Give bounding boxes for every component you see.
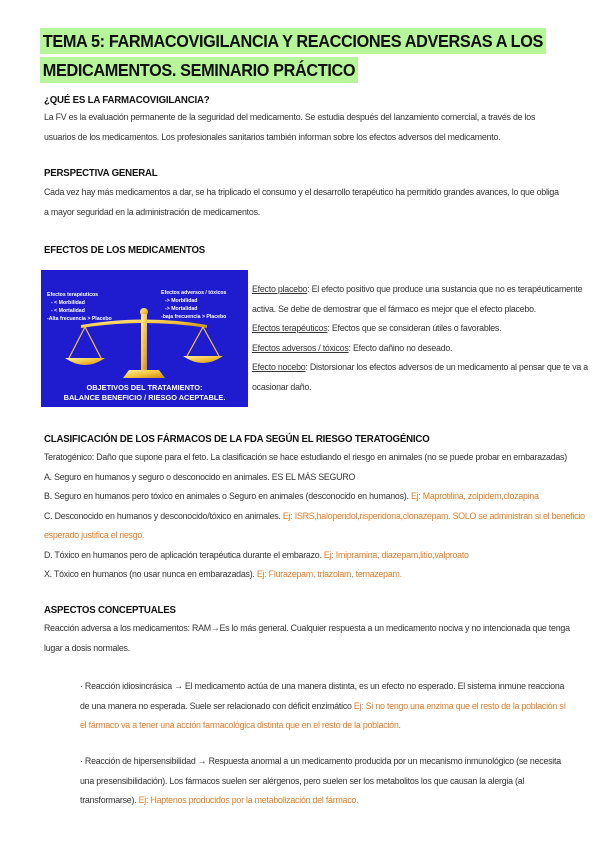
- image-caption-line-1: OBJETIVOS DEL TRATAMIENTO:: [86, 383, 203, 392]
- image-left-item: - < Mortalidad: [51, 308, 85, 314]
- section-heading-perspectiva: PERSPECTIVA GENERAL: [44, 167, 158, 179]
- clasificacion-x-example: Ej: Flurazepam, triazolam, temazepam.: [256, 569, 402, 580]
- image-left-item: - < Morbilidad: [51, 300, 85, 306]
- clasificacion-list: [44, 448, 591, 585]
- clasificacion-b-text: B. Seguro en humanos pero tóxico en animales o Seguro en animales (desconocido en humanos).: [44, 491, 411, 502]
- efecto-term: Efectos terapéuticos: [252, 323, 328, 334]
- efecto-term: Efecto placebo: [252, 284, 308, 295]
- image-left-title: Efectos terapéuticos: [47, 292, 99, 298]
- document-title: [40, 28, 570, 86]
- section-text-farmacovigilancia: La FV es la evaluación permanente de la seguridad del medicamento. Se estudia después del lanzamiento comercial, a través de los usuarios de los medicamentos. Los profesionales sanitarios también informan sobre los efectos adversos del medicamento.: [44, 112, 536, 143]
- aspectos-bullet-idiosincrasica: [80, 677, 569, 736]
- clasificacion-c-text: C. Desconocido en humanos y desconocido/tóxico en animales.: [44, 510, 283, 522]
- efecto-term: Efecto nocebo: [252, 362, 306, 373]
- efecto-item-adversos: [252, 339, 591, 359]
- efecto-term: Efectos adversos / tóxicos: [252, 342, 349, 354]
- efecto-text: : Efecto dañino no deseado.: [348, 342, 453, 354]
- image-right-item: -baja frecuencia > Placebo: [161, 314, 227, 320]
- clasificacion-x-text: X. Tóxico en humanos (no usar nunca en embarazadas).: [44, 569, 257, 580]
- balance-image: [41, 270, 248, 407]
- bullet-example: Ej: Si no tengo una enzima que el resto de la población sí el fármaco va a tener una acción farmacológica distinta que en el resto de la población.: [80, 700, 566, 731]
- clasificacion-b: [44, 487, 591, 507]
- clasificacion-intro: Teratogénico: Daño que supone para el feto. La clasificación se hace estudiando el riesgo en animales (no se puede probar en embarazadas): [44, 452, 567, 463]
- clasificacion-c-example: Ej: ISRS,haloperidol,risperidona,clonazepam. SOLO se administran si el beneficio esperado justifica el riesgo.: [44, 510, 585, 541]
- clasificacion-d-text: D. Tóxico en humanos pero de aplicación terapéutica durante el embarazo.: [44, 549, 324, 561]
- clasificacion-x: [44, 565, 591, 585]
- section-text-perspectiva: Cada vez hay más medicamentos a dar, se ha triplicado el consumo y el desarrollo terapéutico ha permitido grandes avances, lo que obliga a mayor seguridad en la administración de medicamentos.: [44, 187, 559, 218]
- efecto-text: : Distorsionar los efectos adversos de un medicamento al pensar que te va a ocasionar daño.: [252, 362, 588, 393]
- section-heading-farmacovigilancia: ¿QUÉ ES LA FARMACOVIGILANCIA?: [44, 94, 210, 106]
- title-line-1: TEMA 5: FARMACOVIGILANCIA Y REACCIONES ADVERSAS A LOS: [40, 28, 546, 54]
- efecto-item-terapeuticos: [252, 319, 591, 339]
- clasificacion-c: [44, 507, 591, 546]
- aspectos-bullet-hipersensibilidad: [80, 752, 569, 811]
- efecto-item-placebo: [252, 280, 591, 319]
- aspectos-intro: Reacción adversa a los medicamentos: RAM→Es lo más general. Cualquier respuesta a un medicamento nociva y no intencionada que tenga lugar a dosis normales.: [44, 623, 570, 654]
- clasificacion-d: [44, 546, 591, 566]
- section-heading-efectos: EFECTOS DE LOS MEDICAMENTOS: [44, 244, 206, 256]
- efecto-text: : Efectos que se consideran útiles o favorables.: [327, 323, 502, 334]
- clasificacion-a: A. Seguro en humanos y seguro o desconocido en animales. ES EL MÁS SEGURO: [44, 471, 356, 483]
- image-caption-line-2: BALANCE BENEFICIO / RIESGO ACEPTABLE.: [63, 392, 226, 402]
- clasificacion-b-example: Ej: Maprotilina, zolpidem,clozapina: [410, 491, 539, 502]
- section-heading-aspectos: ASPECTOS CONCEPTUALES: [44, 604, 176, 616]
- section-heading-clasificacion: CLASIFICACIÓN DE LOS FÁRMACOS DE LA FDA SEGÚN EL RIESGO TERATOGÉNICO: [44, 433, 430, 445]
- image-right-title: Efectos adversos / tóxicos: [161, 290, 227, 296]
- efectos-list: [252, 280, 591, 397]
- image-right-item: -> Morbilidad: [165, 298, 198, 304]
- image-caption: [41, 383, 248, 402]
- clasificacion-d-example: Ej: Imipramina, diazepam,litio,valproato: [323, 549, 469, 561]
- efecto-text: : El efecto positivo que produce una sustancia que no es terapéuticamente activa. Se debe de demostrar que el fármaco es mejor que el efecto placebo.: [252, 284, 583, 315]
- bullet-text: · Reacción de hipersensibilidad → Respuesta anormal a un medicamento producida por un mecanismo inmunológico (se necesita una presensibilidación). Los fármacos suelen ser alérgenos, pero suelen ser los metabolitos los que causan la alergia (al transformarse).: [80, 756, 561, 806]
- efecto-item-nocebo: [252, 358, 591, 397]
- image-right-item: -> Mortalidad: [165, 306, 198, 312]
- image-left-item: -Alta frecuencia > Placebo: [47, 316, 112, 322]
- title-line-2: MEDICAMENTOS. SEMINARIO PRÁCTICO: [40, 57, 358, 83]
- bullet-example: Ej: Haptenos producidos por la metabolización del fármaco.: [138, 795, 359, 806]
- bullet-text: · Reacción idiosincrásica → El medicamento actúa de una manera distinta, es un efecto no esperado. El sistema inmune reacciona de una manera no esperada. Suele ser relacionado con déficit enzimático: [80, 681, 565, 712]
